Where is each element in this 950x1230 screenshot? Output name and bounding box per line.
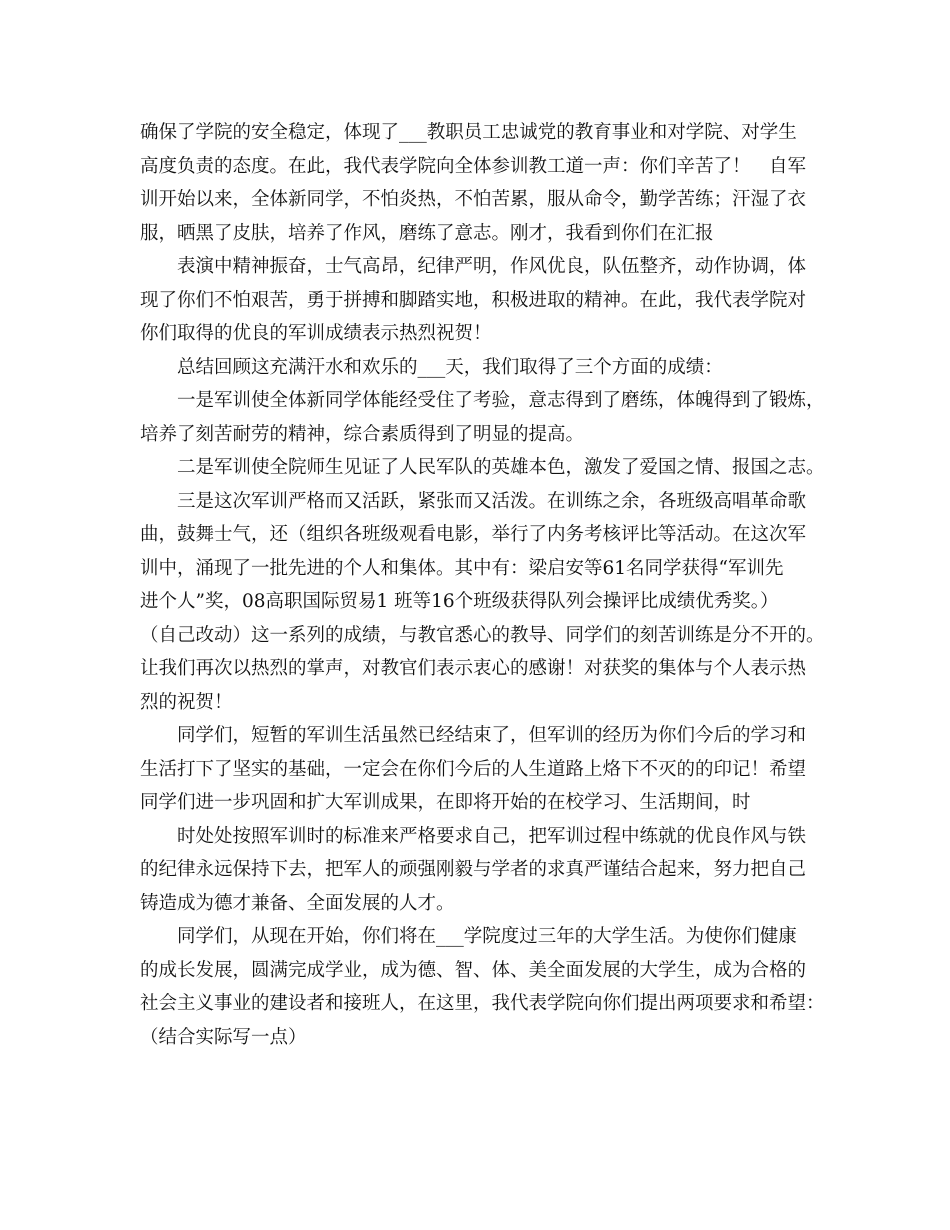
text-line: 让我们再次以热烈的掌声，对教官们表示衷心的感谢！对获奖的集体与个人表示热 (140, 658, 807, 679)
text-line: 铸造成为德才兼备、全面发展的人才。 (140, 892, 455, 914)
text-line: 烈的祝贺！ (140, 691, 233, 713)
text-line: 生活打下了坚实的基础，一定会在你们今后的人生道路上烙下不灭的的印记！希望 (140, 758, 807, 780)
text-line: 确保了学院的安全稳定，体现了___教职员工忠诚党的教育事业和对学院、对学生 (140, 122, 797, 143)
text-line: 总结回顾这充满汗水和欢乐的___天，我们取得了三个方面的成绩： (177, 356, 723, 378)
document-body (140, 116, 830, 1054)
text-line: （自己改动）这一系列的成绩，与教官悉心的教导、同学们的刻苦训练是分不开的。 (140, 624, 825, 646)
text-line: 高度负责的态度。在此，我代表学院向全体参训教工道一声：你们辛苦了！ 自军 (140, 155, 807, 177)
text-line: 同学们，从现在开始，你们将在___学院度过三年的大学生活。为使你们健康 (177, 926, 797, 947)
text-line: 三是这次军训严格而又活跃，紧张而又活泼。在训练之余，各班级高唱革命歌 (177, 490, 807, 512)
text-line: 表演中精神振奋，士气高昂，纪律严明，作风优良，队伍整齐，动作协调，体 (177, 256, 807, 277)
text-line: 时处处按照军训时的标准来严格要求自己，把军训过程中练就的优良作风与铁 (177, 825, 807, 847)
text-line: 训中，涌现了一批先进的个人和集体。其中有：梁启安等61名同学获得“军训先 (140, 557, 784, 579)
text-line: 同学们，短暂的军训生活虽然已经结束了，但军训的经历为你们今后的学习和 (177, 725, 807, 746)
text-line: 曲，鼓舞士气，还（组织各班级观看电影，举行了内务考核评比等活动。在这次军 (140, 524, 807, 545)
text-line: 进个人”奖，08高职国际贸易1 班等16个班级获得队列会操评比成绩优秀奖。） (140, 591, 779, 612)
text-line: 一是军训使全体新同学体能经受住了考验，意志得到了磨练，体魄得到了锻炼， (177, 390, 825, 411)
text-line: 同学们进一步巩固和扩大军训成果，在即将开始的在校学习、生活期间，时 (140, 792, 751, 813)
text-line: 的成长发展，圆满完成学业，成为德、智、体、美全面发展的大学生，成为合格的 (140, 959, 807, 981)
text-line: 现了你们不怕艰苦，勇于拼搏和脚踏实地，积极进取的精神。在此，我代表学院对 (140, 289, 807, 311)
text-line: 二是军训使全院师生见证了人民军队的英雄本色，激发了爱国之情、报国之志。 (177, 457, 825, 478)
text-line: 的纪律永远保持下去，把军人的顽强刚毅与学者的求真严谨结合起来，努力把自己 (140, 859, 807, 880)
text-line: 社会主义事业的建设者和接班人，在这里，我代表学院向你们提出两项要求和希望： (140, 993, 825, 1014)
text-line: 你们取得的优良的军训成绩表示热烈祝贺！ (140, 323, 492, 344)
text-line: （结合实际写一点） (140, 1026, 307, 1048)
text-line: 服，晒黑了皮肤，培养了作风，磨练了意志。刚才，我看到你们在汇报 (140, 222, 714, 244)
text-line: 训开始以来，全体新同学，不怕炎热，不怕苦累，服从命令，勤学苦练；汗湿了衣 (140, 189, 807, 210)
text-line: 培养了刻苦耐劳的精神，综合素质得到了明显的提高。 (140, 423, 585, 445)
